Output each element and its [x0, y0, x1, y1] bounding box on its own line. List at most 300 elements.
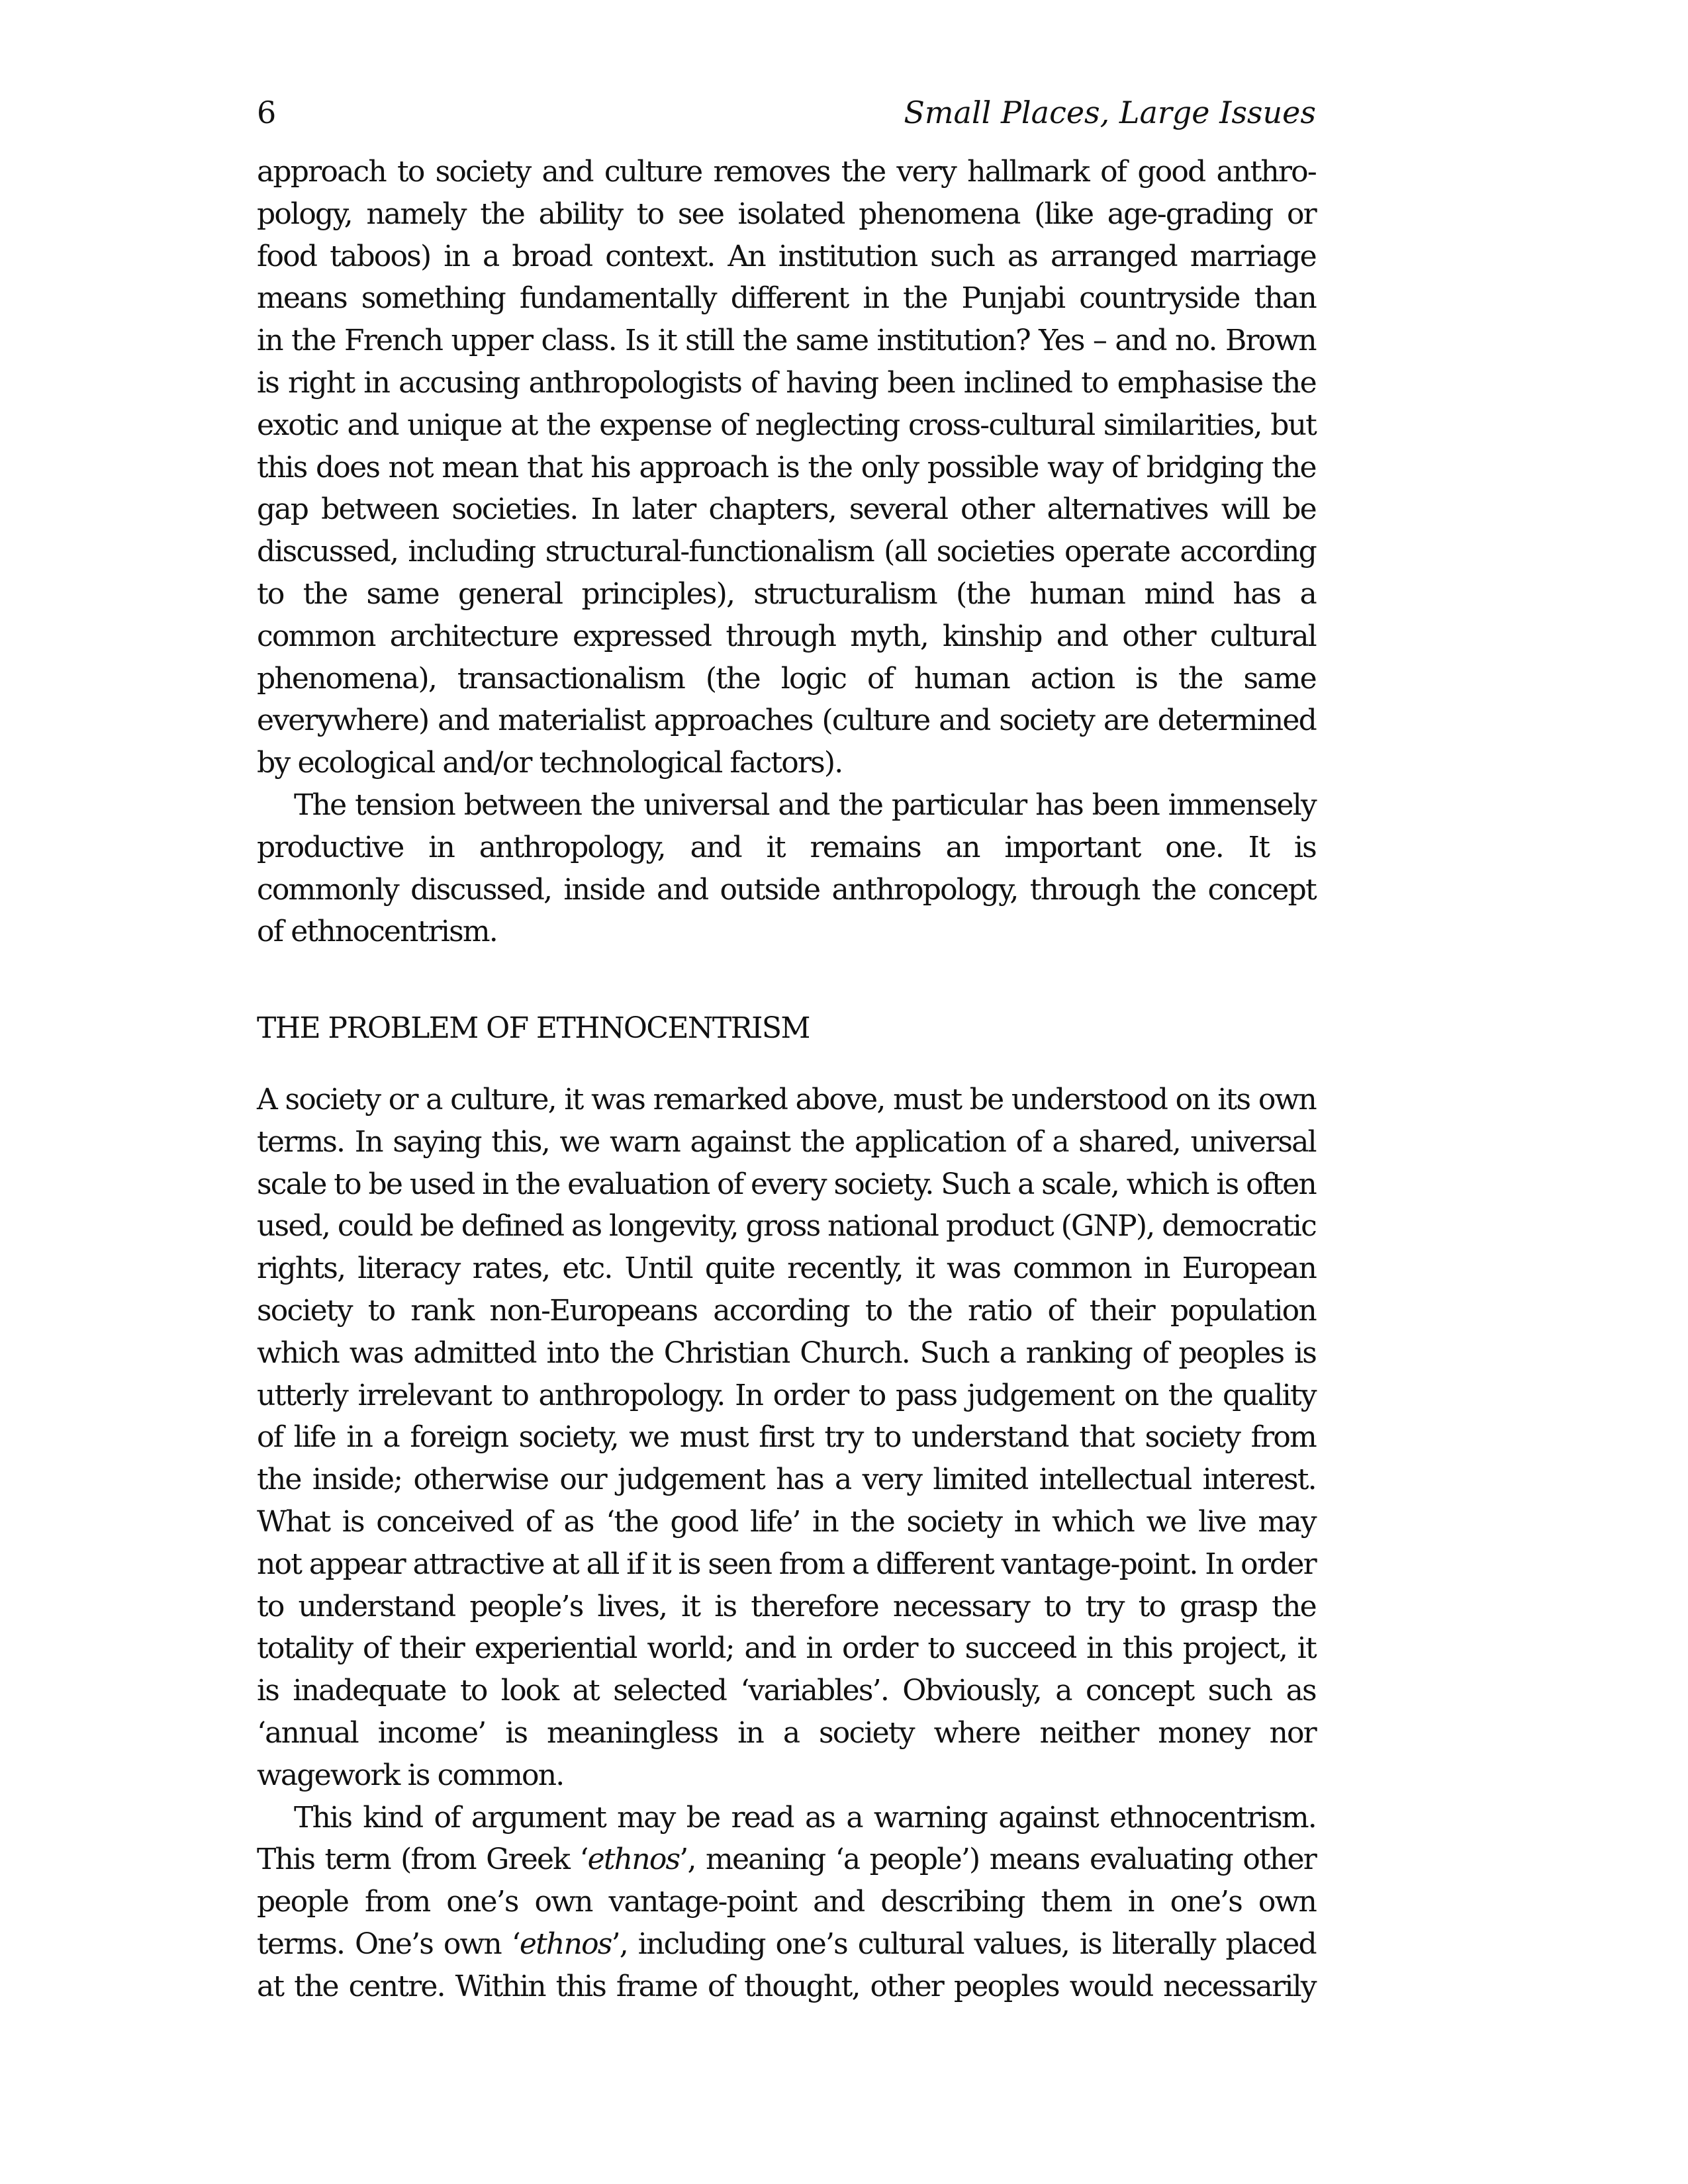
word: Such [919, 1336, 989, 1370]
word: cultural [1209, 619, 1316, 653]
word: try [1085, 1589, 1124, 1623]
word: inclined [963, 365, 1072, 400]
word: and [813, 1885, 865, 1919]
word: has [776, 1463, 823, 1497]
word: one’s [1170, 1885, 1243, 1919]
word: of [708, 1969, 734, 2003]
word: the [1168, 1378, 1213, 1412]
word: Within [455, 1969, 545, 2003]
text-line [257, 320, 1316, 362]
word: but [1270, 408, 1316, 442]
word: good [670, 1504, 738, 1539]
word: mind [1144, 576, 1214, 611]
word: wagework [257, 1758, 400, 1792]
word: having [786, 365, 878, 400]
word: fundamentally [519, 281, 716, 316]
word: society [906, 1504, 1002, 1539]
word: human [1029, 576, 1125, 611]
word: them [1041, 1885, 1112, 1919]
word: of [717, 1167, 743, 1201]
word: appear [308, 1547, 405, 1581]
word: principles), [581, 576, 735, 611]
text-line [257, 1501, 1316, 1543]
word: a [835, 1463, 851, 1497]
word: if [626, 1547, 645, 1581]
word: necessary [892, 1589, 1030, 1623]
word: one. [1165, 830, 1223, 864]
word: common [1013, 1251, 1131, 1286]
word: limited [933, 1463, 1028, 1497]
word: of [434, 1800, 460, 1835]
word: totality [257, 1631, 353, 1666]
word: and [939, 704, 990, 738]
word: be [420, 1209, 453, 1244]
text-line [257, 193, 1316, 236]
word: is [1293, 1336, 1316, 1370]
text-line [257, 784, 1316, 827]
word: was [591, 1083, 645, 1116]
word: ethnocentrism. [1109, 1800, 1316, 1835]
word: a [851, 1547, 868, 1581]
word: not [388, 450, 433, 484]
word: technological [539, 746, 722, 780]
word: order [773, 1378, 849, 1412]
word: is [257, 365, 279, 400]
word: the [1272, 365, 1316, 400]
word: order [1241, 1547, 1316, 1581]
word: democratic [1162, 1209, 1316, 1244]
word: warn [609, 1124, 680, 1159]
text-line [257, 151, 1316, 193]
word: evaluating [1089, 1843, 1233, 1877]
word: similarities, [1103, 408, 1262, 442]
word: phenomena), [257, 661, 437, 696]
word: we [1146, 1504, 1186, 1539]
word: grasp [1180, 1589, 1258, 1623]
word: way [1047, 450, 1103, 484]
word: societies. [451, 492, 578, 527]
word: in [346, 1420, 373, 1455]
word: action [1030, 661, 1115, 696]
word: irrelevant [357, 1378, 491, 1412]
word: other [870, 1969, 944, 2003]
word: to [257, 576, 284, 611]
running-head [257, 93, 1316, 132]
word: very [896, 155, 957, 189]
word: is [714, 1589, 737, 1623]
word: and [438, 704, 489, 738]
word: through [726, 619, 836, 653]
word: architecture [389, 619, 558, 653]
word: Is [625, 324, 649, 358]
word: tension [355, 788, 455, 822]
word: chapters, [708, 492, 836, 527]
word: are [1103, 704, 1149, 738]
word: (GNP), [1060, 1209, 1154, 1244]
word: vantage-point. [1001, 1547, 1197, 1581]
word: same [1243, 661, 1316, 696]
word: interest. [1202, 1463, 1316, 1497]
word: concept [1085, 1674, 1194, 1708]
word: anthropologists [528, 365, 742, 400]
word: This [257, 1843, 315, 1877]
word: inside; [312, 1463, 402, 1497]
text-line [257, 1205, 1316, 1248]
word: against [690, 1124, 790, 1159]
word: of [1047, 1293, 1074, 1328]
word: the [515, 1167, 560, 1201]
word: in [812, 1504, 838, 1539]
word: it [681, 1589, 700, 1623]
word: income’ [377, 1715, 486, 1750]
word: foreign [410, 1420, 508, 1455]
word: the [1272, 450, 1316, 484]
word: from [365, 1885, 430, 1919]
word: to [927, 1631, 955, 1666]
word: neglecting [755, 408, 900, 442]
word: other [1243, 1843, 1316, 1877]
word: cultural [857, 1927, 964, 1961]
word: the [903, 281, 947, 316]
word: Such [941, 1167, 1010, 1201]
word: read [731, 1800, 794, 1835]
word: structuralism [753, 576, 937, 611]
word: term [324, 1843, 391, 1877]
word: marriage [1190, 239, 1316, 273]
word: society [435, 155, 531, 189]
word: of [257, 915, 283, 949]
word: according [713, 1293, 849, 1328]
word: on [1124, 1378, 1158, 1412]
word: other [961, 492, 1034, 527]
text-line [257, 1416, 1316, 1459]
word: into [546, 1336, 599, 1370]
word: of [257, 1420, 283, 1455]
word: important [1004, 830, 1141, 864]
word: a [1017, 1167, 1034, 1201]
text-line [257, 1881, 1316, 1923]
word: argument [471, 1800, 606, 1835]
word: French [344, 324, 443, 358]
word: (like [1034, 197, 1094, 231]
word: ‘a [835, 1843, 860, 1877]
word: been [1092, 788, 1159, 822]
word: try [824, 1420, 863, 1455]
word: longevity, [609, 1209, 738, 1244]
word: has [1233, 576, 1281, 611]
word: the [742, 324, 787, 358]
word: anthro- [1216, 155, 1316, 189]
word: product [945, 1209, 1053, 1244]
text-line [257, 827, 1316, 869]
text-line [257, 1121, 1316, 1163]
word: the [850, 1504, 894, 1539]
book-title: Small Places, Large Issues [904, 95, 1316, 130]
word: to [1138, 1589, 1166, 1623]
word: the [841, 155, 886, 189]
word: to [459, 1674, 487, 1708]
word: approach [639, 450, 769, 484]
word: of [720, 408, 747, 442]
word: a [846, 1800, 863, 1835]
word: the [908, 1293, 953, 1328]
word: particular [891, 788, 1027, 822]
word: at [551, 1547, 579, 1581]
word: bridging [1146, 450, 1263, 484]
word: (the [705, 661, 760, 696]
word: removes [713, 155, 830, 189]
word: society [999, 704, 1095, 738]
word: the [546, 408, 590, 442]
word: human [914, 661, 1009, 696]
word: Brown [1225, 324, 1316, 358]
word: to [334, 1167, 361, 1201]
word: approaches [653, 704, 813, 738]
text-line [257, 488, 1316, 531]
word: nor [1269, 1715, 1316, 1750]
word: at [572, 1674, 599, 1708]
word: and [690, 830, 741, 864]
word: from [1250, 1420, 1316, 1455]
word: vantage-point [608, 1885, 797, 1919]
word: factors). [729, 746, 843, 780]
word: upper [451, 324, 533, 358]
text-block-ethnocentrism [257, 1079, 1316, 2008]
word: all [586, 1547, 619, 1581]
word: rates, [472, 1251, 550, 1286]
word: be [969, 1083, 1004, 1116]
word: What [257, 1504, 330, 1539]
word: as [804, 1800, 835, 1835]
word: literacy [357, 1251, 460, 1286]
word: must [893, 1083, 962, 1116]
word: life’ [750, 1504, 800, 1539]
word: therefore [751, 1589, 878, 1623]
word: ‘ethnos’, [579, 1843, 696, 1877]
page-number: 6 [257, 95, 277, 130]
text-line [257, 404, 1316, 447]
word: their [399, 1631, 465, 1666]
word: Greek [486, 1843, 570, 1877]
word: shared, [1078, 1124, 1180, 1159]
word: selected [613, 1674, 727, 1708]
word: in [863, 281, 889, 316]
word: In [1205, 1547, 1233, 1581]
text-line [257, 1079, 1316, 1121]
word: judgement [966, 1378, 1114, 1412]
word: recently, [787, 1251, 903, 1286]
word: common [257, 619, 375, 653]
word: in [806, 1631, 832, 1666]
word: conceived [376, 1504, 514, 1539]
word: still [685, 324, 734, 358]
word: the [291, 324, 336, 358]
word: institution? [876, 324, 1030, 358]
word: class. [541, 324, 616, 358]
text-line [257, 1712, 1316, 1754]
word: exotic [257, 408, 338, 442]
word: culture [604, 155, 702, 189]
word: inside [563, 872, 645, 907]
word: gap [257, 492, 308, 527]
word: its [1217, 1083, 1250, 1116]
word: and [744, 1631, 796, 1666]
word: ranking [1025, 1336, 1132, 1370]
word: is [505, 1715, 528, 1750]
section-heading: THE PROBLEM OF ETHNOCENTRISM [257, 1011, 810, 1045]
word: everywhere) [257, 704, 429, 738]
word: a [1299, 576, 1316, 611]
word: meaningless [547, 1715, 718, 1750]
word: Yes [1039, 324, 1084, 358]
text-line [257, 1754, 1316, 1797]
word: of [751, 365, 777, 400]
text-line [257, 1332, 1316, 1375]
word: or [1286, 197, 1316, 231]
word: in [1086, 1631, 1112, 1666]
word: as [1007, 239, 1038, 273]
word: later [632, 492, 696, 527]
word: as [1286, 1674, 1316, 1708]
word: this [257, 450, 307, 484]
text-line [257, 1670, 1316, 1712]
word: society [1145, 1420, 1241, 1455]
word: in [428, 830, 455, 864]
word: context. [605, 239, 715, 273]
word: approach [257, 155, 386, 189]
word: This [294, 1800, 352, 1835]
word: myth, [850, 619, 928, 653]
word: common. [437, 1758, 564, 1792]
word: otherwise [413, 1463, 549, 1497]
word: determined [1157, 704, 1316, 738]
word: of [525, 1504, 552, 1539]
word: would [1069, 1969, 1153, 2003]
word: means [989, 1843, 1080, 1877]
word: discussed, [410, 872, 552, 907]
word: own [1258, 1885, 1316, 1919]
word: The [294, 788, 346, 822]
word: a [1052, 1124, 1068, 1159]
word: life [293, 1420, 336, 1455]
word: we [559, 1124, 600, 1159]
word: societies [936, 535, 1055, 569]
word: we [629, 1420, 669, 1455]
text-block-intro [257, 151, 1316, 953]
word: taboos) [330, 239, 431, 273]
word: used [409, 1167, 475, 1201]
word: no. [1175, 324, 1217, 358]
word: it [651, 1547, 671, 1581]
word: to [367, 1293, 395, 1328]
word: only [861, 450, 919, 484]
word: and [347, 408, 399, 442]
word: the [480, 197, 525, 231]
word: quite [704, 1251, 775, 1286]
word: broad [512, 239, 592, 273]
word: and [1115, 324, 1166, 358]
word: kind [363, 1800, 423, 1835]
word: his [590, 450, 630, 484]
word: society, [518, 1420, 618, 1455]
word: namely [366, 197, 466, 231]
word: terms. [257, 1927, 345, 1961]
word: to [636, 197, 664, 231]
word: in [363, 365, 390, 400]
word: materialist [498, 704, 645, 738]
word: (the [956, 576, 1011, 611]
word: is [1293, 830, 1316, 864]
text-line [257, 1543, 1316, 1586]
word: order [841, 1631, 917, 1666]
word: ratio [968, 1293, 1032, 1328]
word: in [482, 1167, 508, 1201]
word: including [637, 1927, 765, 1961]
word: or [388, 1083, 418, 1116]
word: In [735, 1378, 763, 1412]
text-line [257, 742, 1316, 784]
word: inadequate [293, 1674, 446, 1708]
word: a [482, 239, 499, 273]
text-line [257, 1797, 1316, 1839]
word: European [1182, 1251, 1316, 1286]
text-line [257, 1459, 1316, 1501]
word: immensely [1168, 788, 1316, 822]
word: understand [911, 1420, 1068, 1455]
word: ‘ethnos’, [511, 1927, 628, 1961]
word: hallmark [967, 155, 1090, 189]
word: ‘variables’. [740, 1674, 889, 1708]
word: A [257, 1083, 277, 1116]
word: this, [491, 1124, 549, 1159]
word: be [368, 1167, 402, 1201]
word: may [617, 1800, 675, 1835]
word: (all [884, 535, 927, 569]
word: in [257, 324, 283, 358]
word: used, [257, 1209, 330, 1244]
text-line [257, 1290, 1316, 1332]
word: several [849, 492, 948, 527]
word: first [759, 1420, 814, 1455]
word: and [657, 872, 708, 907]
word: the [838, 788, 883, 822]
word: accusing [399, 365, 520, 400]
text-line [257, 277, 1316, 320]
word: which [1051, 1504, 1135, 1539]
word: means [257, 281, 347, 316]
text-line [257, 1163, 1316, 1206]
word: one’s [775, 1927, 847, 1961]
word: universal [643, 788, 769, 822]
word: gross [745, 1209, 820, 1244]
word: good [1137, 155, 1205, 189]
text-line [257, 236, 1316, 278]
word: our [559, 1463, 606, 1497]
word: is [257, 1674, 279, 1708]
word: at [257, 1969, 284, 2003]
word: see [677, 197, 724, 231]
word: thought, [744, 1969, 860, 2003]
word: food [257, 239, 317, 273]
text-line [257, 1839, 1316, 1881]
word: it [564, 1083, 583, 1116]
word: defined [461, 1209, 564, 1244]
word: rights, [257, 1251, 346, 1286]
word: population [1170, 1293, 1316, 1328]
word: this [555, 1969, 606, 2003]
word: succeed [964, 1631, 1076, 1666]
word: rank [410, 1293, 474, 1328]
